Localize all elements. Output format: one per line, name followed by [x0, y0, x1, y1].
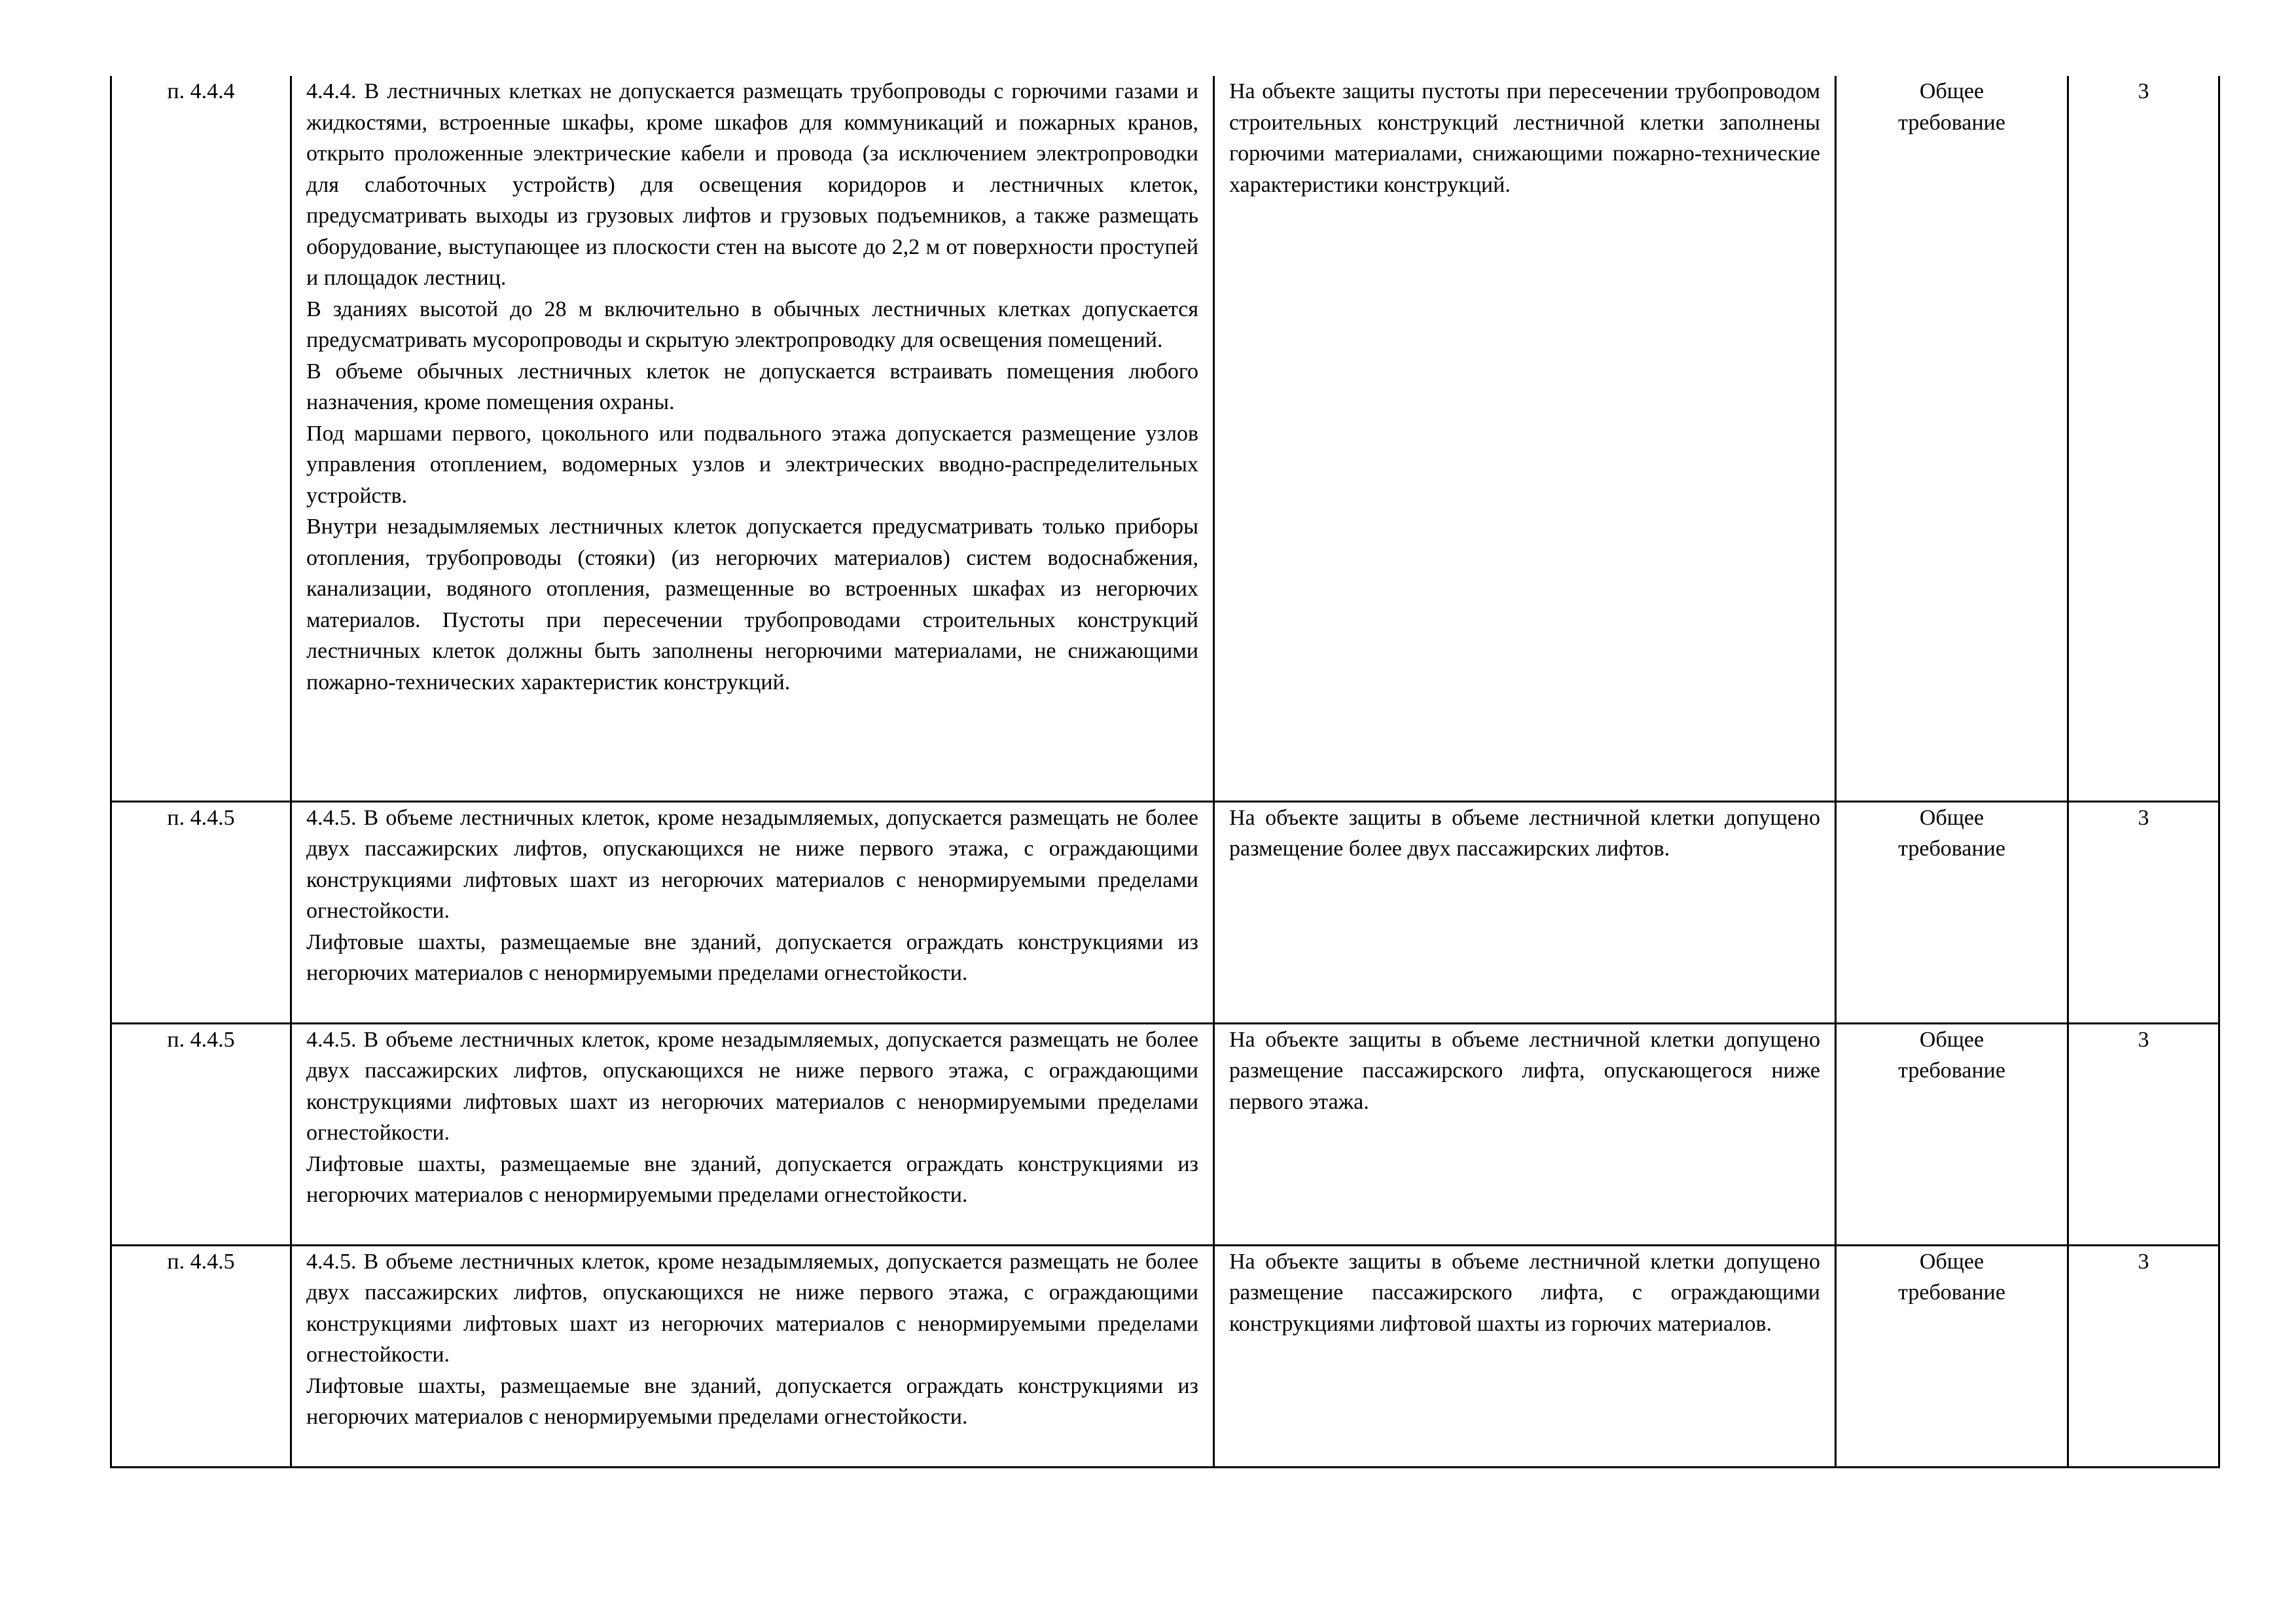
- requirement-text: [291, 801, 1214, 1023]
- requirement-text: [291, 76, 1214, 801]
- requirement-category: Общее требование: [1836, 1245, 2068, 1467]
- score-value: 3: [2068, 801, 2219, 1023]
- table-row: [111, 1023, 2219, 1245]
- requirement-text: [291, 1023, 1214, 1245]
- requirement-text: [291, 1245, 1214, 1467]
- violation-text: На объекте защиты в объеме лестничной клетки допущено размещение пассажирского лифта, с ограждающими конструкциями лифтовой шахты из горючих материалов.: [1214, 1245, 1836, 1467]
- requirement-paragraph: В зданиях высотой до 28 м включительно в обычных лестничных клетках допускается предусматривать мусоропроводы и скрытую электропроводку для освещения помещений.: [306, 297, 1198, 352]
- requirement-paragraph: Под маршами первого, цокольного или подвального этажа допускается размещение узлов управления отоплением, водомерных узлов и электрических вводно-распределительных устройств.: [306, 421, 1198, 508]
- clause-reference: п. 4.4.5: [111, 1245, 291, 1467]
- clause-reference: п. 4.4.4: [111, 76, 291, 801]
- requirement-paragraph: В объеме обычных лестничных клеток не допускается встраивать помещения любого назначения, кроме помещения охраны.: [306, 359, 1198, 414]
- clause-reference: п. 4.4.5: [111, 1023, 291, 1245]
- requirement-paragraph: 4.4.5. В объеме лестничных клеток, кроме незадымляемых, допускается размещать не более двух пассажирских лифтов, опускающихся не ниже первого этажа, с ограждающими конструкциями лифтовых шахт из негорючих материалов с ненормируемыми пределами огнестойкости.: [306, 1249, 1198, 1367]
- requirement-category: Общее требование: [1836, 76, 2068, 801]
- violation-text: На объекте защиты в объеме лестничной клетки допущено размещение пассажирского лифта, опускающегося ниже первого этажа.: [1214, 1023, 1836, 1245]
- table-row: [111, 801, 2219, 1023]
- score-value: 3: [2068, 1245, 2219, 1467]
- requirement-category: Общее требование: [1836, 1023, 2068, 1245]
- requirements-table: [110, 76, 2220, 1468]
- requirement-paragraph: Лифтовые шахты, размещаемые вне зданий, допускается ограждать конструкциями из негорючих материалов с ненормируемыми пределами огнестойкости.: [306, 1373, 1198, 1429]
- violation-text: На объекте защиты в объеме лестничной клетки допущено размещение более двух пассажирских лифтов.: [1214, 801, 1836, 1023]
- requirement-paragraph: 4.4.5. В объеме лестничных клеток, кроме незадымляемых, допускается размещать не более двух пассажирских лифтов, опускающихся не ниже первого этажа, с ограждающими конструкциями лифтовых шахт из негорючих материалов с ненормируемыми пределами огнестойкости.: [306, 805, 1198, 923]
- violation-text: На объекте защиты пустоты при пересечении трубопроводом строительных конструкций лестничной клетки заполнены горючими материалами, снижающими пожарно-технические характеристики конструкций.: [1214, 76, 1836, 801]
- table-row: [111, 76, 2219, 801]
- requirement-category: Общее требование: [1836, 801, 2068, 1023]
- requirement-paragraph: 4.4.5. В объеме лестничных клеток, кроме незадымляемых, допускается размещать не более двух пассажирских лифтов, опускающихся не ниже первого этажа, с ограждающими конструкциями лифтовых шахт из негорючих материалов с ненормируемыми пределами огнестойкости.: [306, 1027, 1198, 1145]
- table-row: [111, 1245, 2219, 1467]
- requirement-paragraph: 4.4.4. В лестничных клетках не допускается размещать трубопроводы с горючими газами и жидкостями, встроенные шкафы, кроме шкафов для коммуникаций и пожарных кранов, открыто проложенные электрические кабели и провода (за исключением электропроводки для слаботочных устройств) для освещения коридоров и лестничных клеток, предусматривать выходы из грузовых лифтов и грузовых подъемников, а также размещать оборудование, выступающее из плоскости стен на высоте до 2,2 м от поверхности проступей и площадок лестниц.: [306, 79, 1198, 290]
- requirement-paragraph: Внутри незадымляемых лестничных клеток допускается предусматривать только приборы отопления, трубопроводы (стояки) (из негорючих материалов) систем водоснабжения, канализации, водяного отопления, размещенные во встроенных шкафах из негорючих материалов. Пустоты при пересечении трубопроводами строительных конструкций лестничных клеток должны быть заполнены негорючими материалами, не снижающими пожарно-технических характеристик конструкций.: [306, 514, 1198, 695]
- requirement-paragraph: Лифтовые шахты, размещаемые вне зданий, допускается ограждать конструкциями из негорючих материалов с ненормируемыми пределами огнестойкости.: [306, 929, 1198, 985]
- clause-reference: п. 4.4.5: [111, 801, 291, 1023]
- requirement-paragraph: Лифтовые шахты, размещаемые вне зданий, допускается ограждать конструкциями из негорючих материалов с ненормируемыми пределами огнестойкости.: [306, 1151, 1198, 1207]
- score-value: 3: [2068, 76, 2219, 801]
- score-value: 3: [2068, 1023, 2219, 1245]
